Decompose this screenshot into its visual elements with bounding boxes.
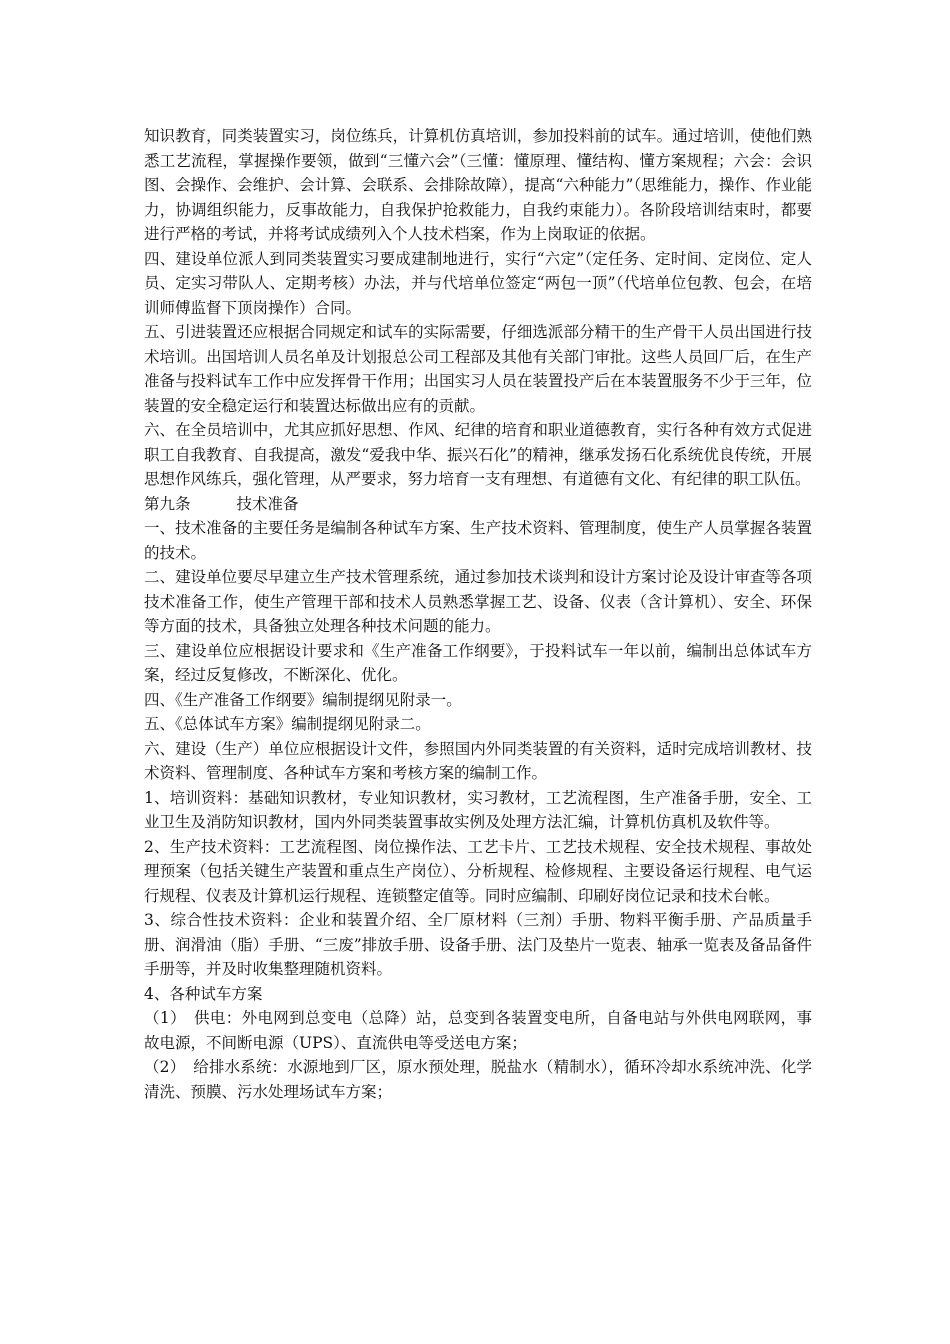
paragraph-tech-2: 二、建设单位要尽早建立生产技术管理系统，通过参加技术谈判和设计方案讨论及设计审查等各项技术准备工作，使生产管理干部和技术人员熟悉掌握工艺、设备、仪表（含计算机）、安全、环保等方面的技术，具备独立处理各种技术问题的能力。 bbox=[144, 568, 812, 635]
paragraph-tech-3: 三、建设单位应根据设计要求和《生产准备工作纲要》，于投料试车一年以前，编制出总体试车方案，经过反复修改，不断深化、优化。 bbox=[144, 641, 812, 684]
paragraph-production-materials: 2、生产技术资料：工艺流程图、岗位操作法、工艺卡片、工艺技术规程、安全技术规程、事故处理预案（包括关键生产装置和重点生产岗位）、分析规程、检修规程、主要设备运行规程、电气运行规程、仪表及计算机运行规程、连锁整定值等。同时应编制、印刷好岗位记录和技术台帐。 bbox=[144, 837, 812, 905]
paragraph-tech-5: 五、《总体试车方案》编制提纲见附录二。 bbox=[144, 715, 431, 733]
article-heading bbox=[144, 492, 812, 517]
paragraph-item-5-imported-units: 五、引进装置还应根据合同规定和试车的实际需要，仔细选派部分精干的生产骨干人员出国进行技术培训。出国培训人员名单及计划报总公司工程部及其他有关部门审批。这些人员回厂后，在生产准备与投料试车工作中应发挥骨干作用；出国实习人员在装置投产后在本装置服务不少于三年，位装置的安全稳定运行和装置达标做出应有的贡献。 bbox=[144, 323, 812, 415]
paragraph-power-supply: （1） 供电：外电网到总变电（总降）站，总变到各装置变电所，自备电站与外供电网联网，事故电源，不间断电源（UPS）、直流供电等受送电方案； bbox=[144, 1009, 812, 1052]
paragraph-test-plans-heading: 4、各种试车方案 bbox=[144, 984, 263, 1003]
paragraph-water-system: （2） 给排水系统：水源地到厂区，原水预处理，脱盐水（精制水），循环冷却水系统冲洗、化学清洗、预膜、污水处理场试车方案； bbox=[144, 1058, 812, 1101]
paragraph-training-education: 知识教育，同类装置实习，岗位练兵，计算机仿真培训，参加投料前的试车。通过培训，使他们熟悉工艺流程，掌握操作要领，做到“三懂六会”（三懂：懂原理、懂结构、懂方案规程；六会：会识图、会操作、会维护、会计算、会联系、会排除故障），提高“六种能力”（思维能力，操作、作业能力，协调组织能力，反事故能力，自我保护抢救能力，自我约束能力）。各阶段培训结束时，都要进行严格的考试，并将考试成绩列入个人技术档案，作为上岗取证的依据。 bbox=[144, 127, 812, 243]
paragraph-item-4-internship: 四、建设单位派人到同类装置实习要成建制地进行，实行“六定”（定任务、定时间、定岗位、定人员、定实习带队人、定期考核）办法，并与代培单位签定“两包一顶”（代培单位包教、包会，在培训师傅监督下顶岗操作）合同。 bbox=[144, 249, 812, 317]
paragraph-tech-1: 一、技术准备的主要任务是编制各种试车方案、生产技术资料、管理制度，使生产人员掌握各装置的技术。 bbox=[144, 519, 812, 562]
paragraph-item-6-ethics: 六、在全员培训中，尤其应抓好思想、作风、纪律的培育和职业道德教育，实行各种有效方式促进职工自我教育、自我提高，激发“爱我中华、振兴石化”的精神，继承发扬石化系统优良传统，开展思想作风练兵，强化管理，从严要求，努力培育一支有理想、有道德有文化、有纪律的职工队伍。 bbox=[144, 421, 812, 488]
article-title: 技术准备 bbox=[236, 494, 299, 513]
article-number: 第九条 bbox=[144, 494, 191, 513]
paragraph-tech-4: 四、《生产准备工作纲要》编制提纲见附录一。 bbox=[144, 690, 462, 709]
document-page bbox=[144, 124, 812, 1104]
paragraph-training-materials: 1、培训资料：基础知识教材，专业知识教材，实习教材，工艺流程图，生产准备手册，安全、工业卫生及消防知识教材，国内外同类装置事故实例及处理方法汇编，计算机仿真机及软件等。 bbox=[144, 788, 812, 831]
paragraph-comprehensive-materials: 3、综合性技术资料：企业和装置介绍、全厂原材料（三剂）手册、物料平衡手册、产品质量手册、润滑油（脂）手册、“三废”排放手册、设备手册、法门及垫片一览表、轴承一览表及备品备件手册等，并及时收集整理随机资料。 bbox=[144, 911, 812, 978]
paragraph-tech-6: 六、建设（生产）单位应根据设计文件，参照国内外同类装置的有关资料，适时完成培训教材、技术资料、管理制度、各种试车方案和考核方案的编制工作。 bbox=[144, 739, 812, 782]
